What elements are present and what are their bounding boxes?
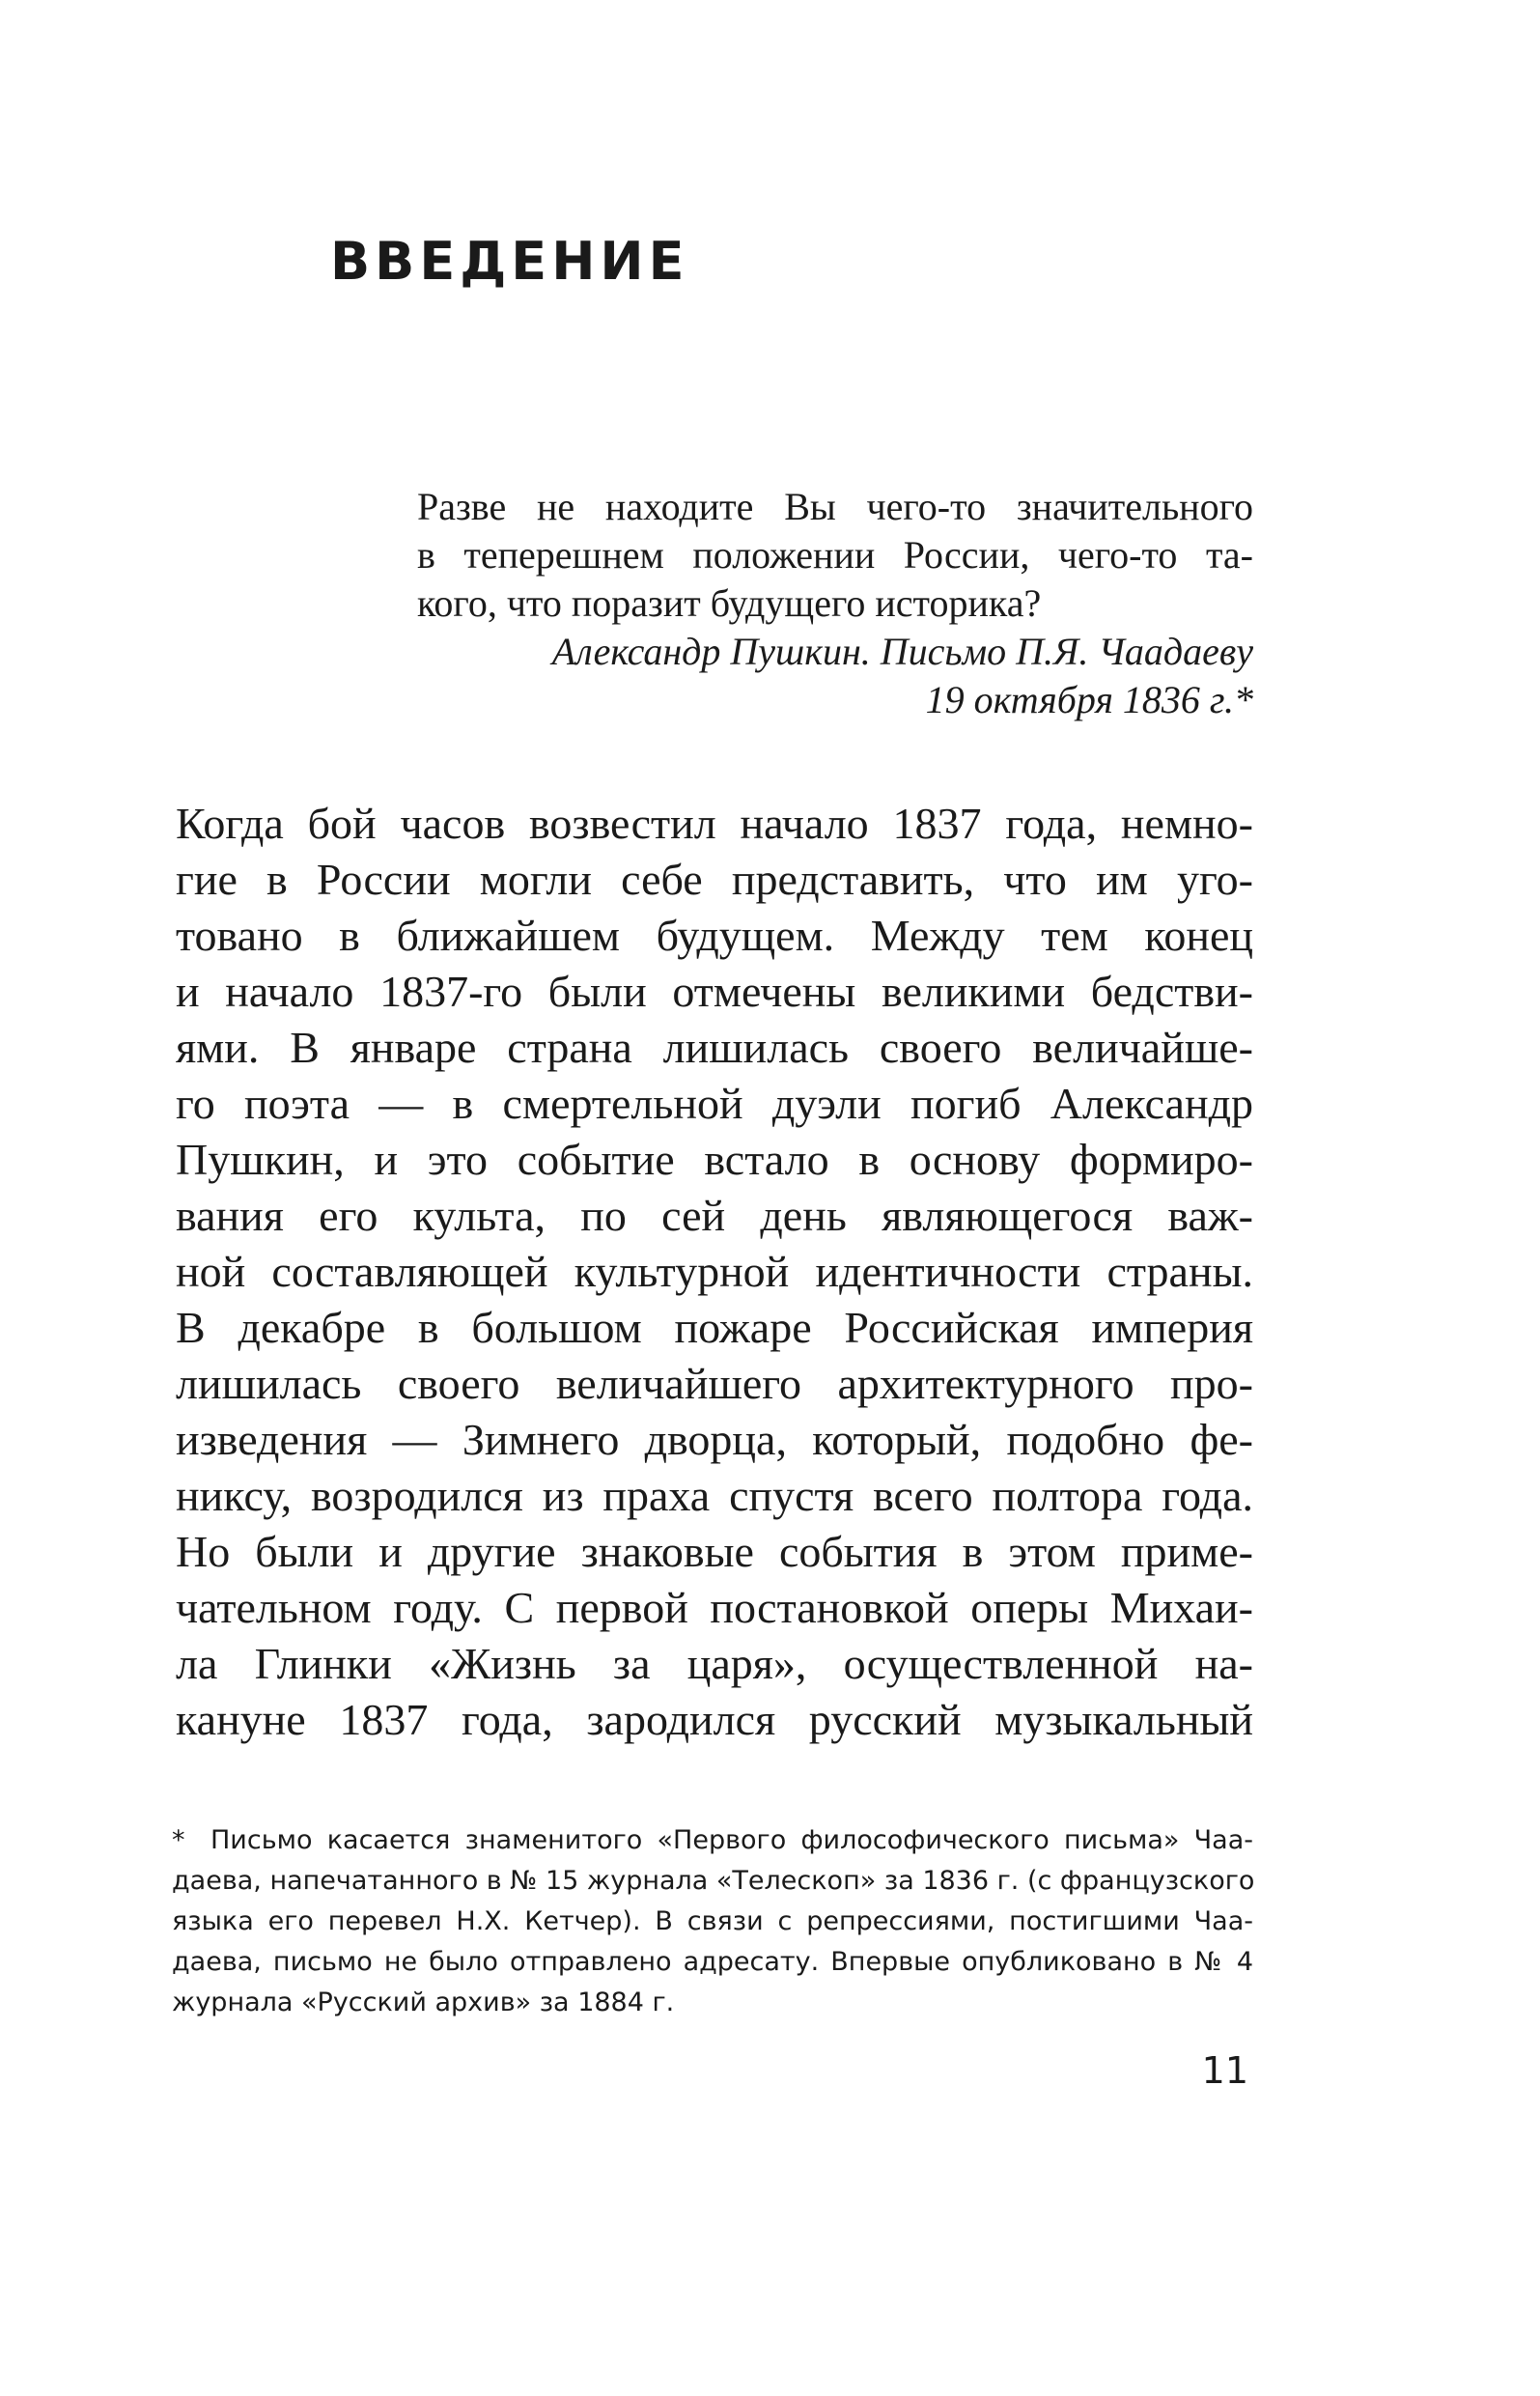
body-line: гие в России могли себе представить, что им уго- xyxy=(176,855,1253,904)
body-line: товано в ближайшем будущем. Между тем конец xyxy=(176,911,1253,960)
body-line: ями. В январе страна лишилась своего величайше- xyxy=(176,1023,1253,1072)
body-line: ла Глинки «Жизнь за царя», осуществленной на- xyxy=(176,1639,1253,1688)
body-line: кануне 1837 года, зародился русский музыкальный xyxy=(176,1695,1253,1744)
chapter-title: ВВЕДЕНИЕ xyxy=(330,231,689,292)
body-line: изведения — Зимнего дворца, который, подобно фе- xyxy=(176,1415,1253,1464)
page-number: 11 xyxy=(1201,2049,1248,2092)
epigraph-line: в теперешнем положении России, чего-то та- xyxy=(417,533,1253,577)
footnote-marker: * xyxy=(172,1825,185,1855)
body-line: Но были и другие знаковые события в этом приме- xyxy=(176,1527,1253,1576)
epigraph-attribution-date: 19 октября 1836 г.* xyxy=(925,678,1253,721)
body-line: лишилась своего величайшего архитектурного про- xyxy=(176,1359,1253,1408)
body-line: го поэта — в смертельной дуэли погиб Александр xyxy=(176,1079,1253,1128)
body-line: никсу, возродился из праха спустя всего полтора года. xyxy=(176,1471,1253,1520)
footnote-line-text: Письмо касается знаменитого «Первого философического письма» Чаа- xyxy=(210,1825,1253,1855)
body-line: Когда бой часов возвестил начало 1837 года, немно- xyxy=(176,799,1253,848)
footnote-line: журнала «Русский архив» за 1884 г. xyxy=(172,1987,675,2017)
epigraph-attribution-author: Александр Пушкин. Письмо П.Я. Чаадаеву xyxy=(551,630,1253,673)
body-line: ной составляющей культурной идентичности страны. xyxy=(176,1247,1253,1296)
body-line: Пушкин, и это событие встало в основу формиро- xyxy=(176,1135,1253,1184)
epigraph xyxy=(417,483,1253,724)
body-line: чательном году. С первой постановкой оперы Михаи- xyxy=(176,1583,1253,1632)
body-line: вания его культа, по сей день являющегося важ- xyxy=(176,1191,1253,1240)
body-line: В декабре в большом пожаре Российская империя xyxy=(176,1303,1253,1352)
epigraph-line: кого, что поразит будущего историка? xyxy=(417,581,1042,625)
body-paragraph xyxy=(176,796,1253,1748)
epigraph-line: Разве не находите Вы чего-то значительного xyxy=(417,485,1253,528)
body-line: и начало 1837-го были отмечены великими бедстви- xyxy=(176,967,1253,1016)
footnote xyxy=(172,1820,1253,2023)
footnote-line xyxy=(172,1820,1253,1861)
footnote-line: даева, письмо не было отправлено адресату. Впервые опубликовано в № 4 xyxy=(172,1947,1253,1977)
footnote-line: даева, напечатанного в № 15 журнала «Телескоп» за 1836 г. (с французского xyxy=(172,1866,1255,1896)
footnote-line: языка его перевел Н.Х. Кетчер). В связи с репрессиями, постигшими Чаа- xyxy=(172,1906,1253,1936)
